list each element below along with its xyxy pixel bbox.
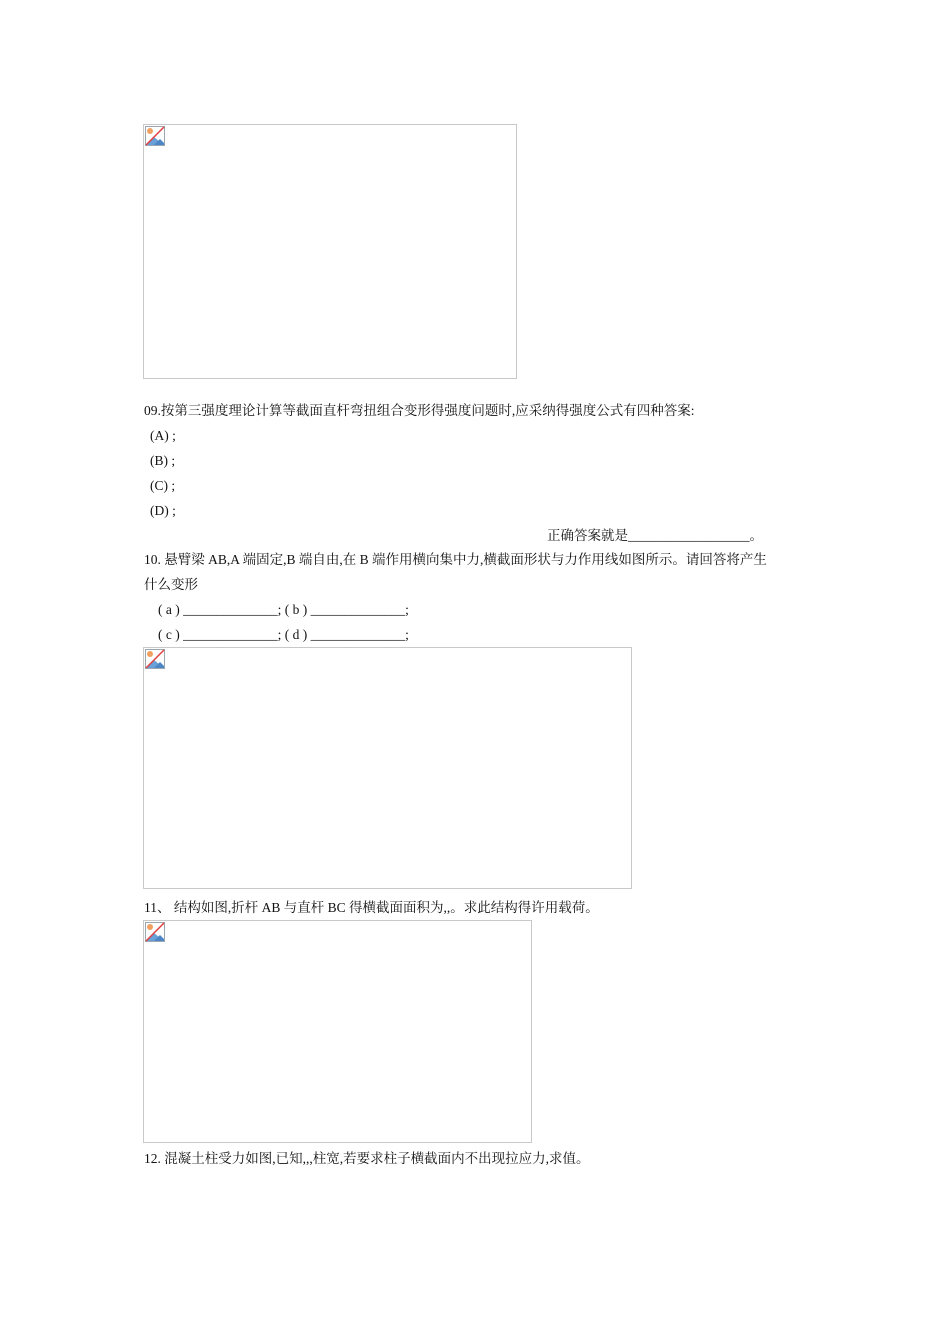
figure-placeholder-2 [143,647,632,889]
question-09-option-d: (D) ; [150,503,176,518]
question-09-title: 09.按第三强度理论计算等截面直杆弯扭组合变形得强度问题时,应采纳得强度公式有四种答案: [144,403,695,418]
question-09-answer-line: 正确答案就是__________________。 [547,528,763,543]
question-10-answer-row-2: ( c ) ______________; ( d ) ______________; [158,627,409,642]
question-10-title-line2: 什么变形 [144,577,198,592]
broken-image-icon [145,126,165,146]
question-10-title-line1: 10. 悬臂梁 AB,A 端固定,B 端自由,在 B 端作用横向集中力,横截面形状与力作用线如图所示。请回答将产生 [144,552,767,567]
broken-image-icon [145,922,165,942]
question-09-option-a: (A) ; [150,428,176,443]
figure-placeholder-1 [143,124,517,379]
figure-placeholder-3 [143,920,532,1143]
broken-image-icon [145,649,165,669]
question-10-answer-row-1: ( a ) ______________; ( b ) ______________; [158,602,409,617]
question-09-option-b: (B) ; [150,453,176,468]
question-12-title: 12. 混凝土柱受力如图,已知,,,柱宽,若要求柱子横截面内不出现拉应力,求值。 [144,1151,590,1166]
question-11-title: 11、 结构如图,折杆 AB 与直杆 BC 得横截面面积为,,。求此结构得许用载荷。 [144,900,599,915]
question-09-option-c: (C) ; [150,478,176,493]
